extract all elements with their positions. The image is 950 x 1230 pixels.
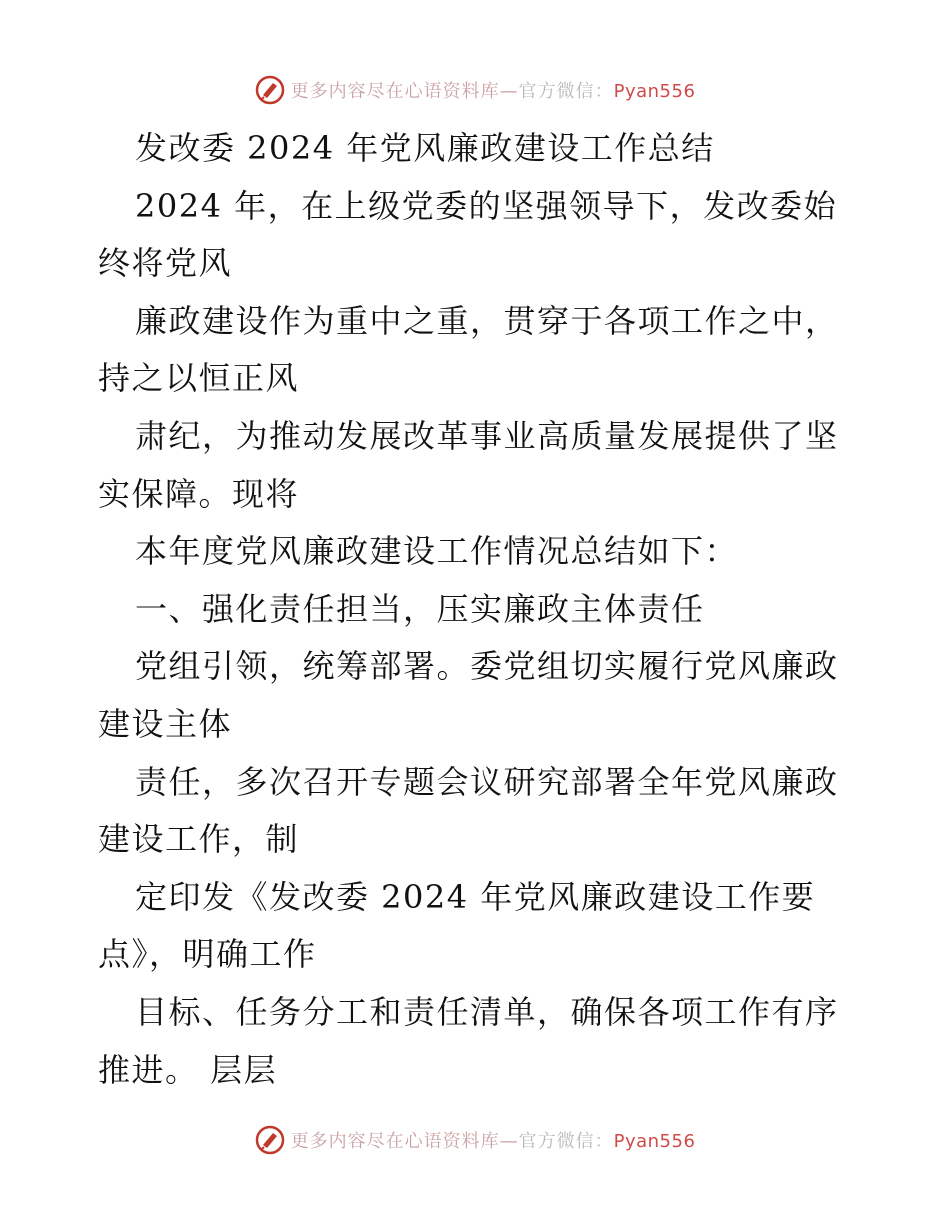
text-line: 推进。 层层	[98, 1050, 278, 1089]
text-line: 本年度党风廉政建设工作情况总结如下：	[135, 532, 739, 571]
banner-wechat-id: Pyan556	[613, 1131, 696, 1152]
text-line: 责任，多次召开专题会议研究部署全年党风廉政	[135, 762, 839, 801]
text-line: 持之以恒正风	[98, 359, 300, 398]
text-line: 实保障。现将	[98, 474, 300, 513]
footer-banner	[0, 1120, 950, 1160]
banner-text	[291, 1127, 696, 1153]
text-line: 党组引领，统筹部署。委党组切实履行党风廉政	[135, 647, 839, 686]
banner-wechat-id: Pyan556	[613, 81, 696, 102]
banner-dash: —	[499, 1131, 519, 1152]
text-line: 2024 年，在上级党委的坚强领导下，发改委始	[135, 186, 838, 225]
text-line: 廉政建设作为重中之重，贯穿于各项工作之中，	[135, 301, 839, 340]
banner-dash: —	[499, 81, 519, 102]
logo-icon	[255, 1125, 285, 1155]
text-line: 目标、任务分工和责任清单，确保各项工作有序	[135, 992, 839, 1031]
text-line: 建设主体	[98, 704, 233, 743]
header-banner	[0, 70, 950, 110]
banner-title: 更多内容尽在心语资料库	[290, 81, 500, 102]
text-line: 定印发《发改委 2024 年党风廉政建设工作要	[135, 877, 816, 916]
text-line: 一、强化责任担当，压实廉政主体责任	[135, 589, 705, 628]
banner-wechat-label: 官方微信：	[518, 1131, 614, 1152]
text-line: 肃纪，为推动发展改革事业高质量发展提供了坚	[135, 416, 839, 455]
text-line: 终将党风	[98, 244, 233, 283]
text-line: 建设工作，制	[98, 820, 300, 859]
document-body	[98, 120, 858, 1099]
logo-icon	[255, 75, 285, 105]
banner-wechat-label: 官方微信：	[518, 81, 614, 102]
text-line: 点》，明确工作	[98, 935, 317, 974]
banner-text	[291, 77, 696, 103]
text-line: 发改委 2024 年党风廉政建设工作总结	[135, 129, 715, 167]
banner-title: 更多内容尽在心语资料库	[290, 1131, 500, 1152]
